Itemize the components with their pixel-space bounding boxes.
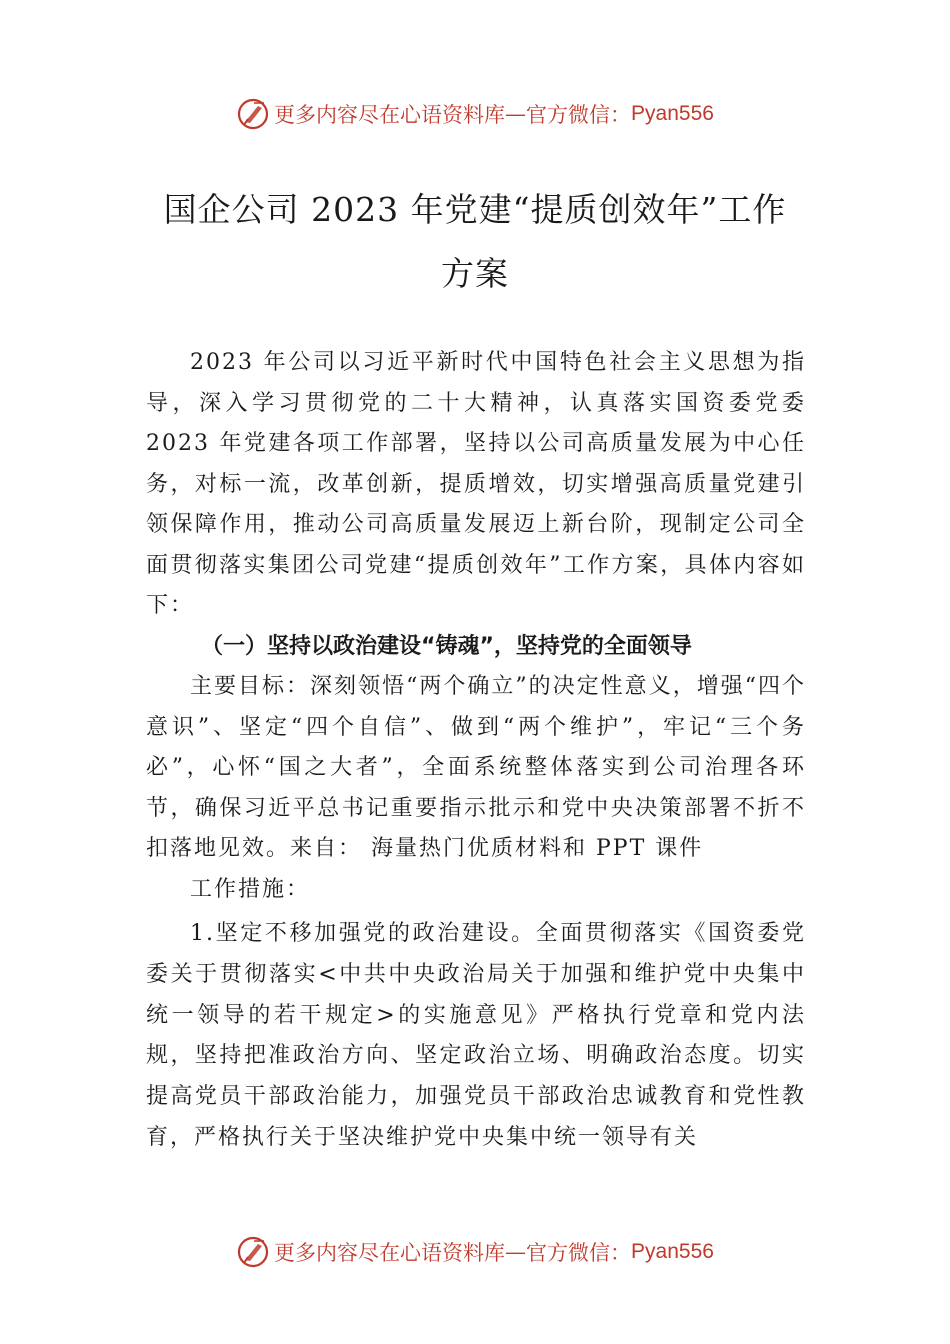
watermark-label: 官方微信： — [526, 1241, 632, 1265]
watermark-account: Pyan556 — [631, 102, 714, 125]
document-body — [146, 343, 806, 1159]
measures-label: 工作措施： — [190, 876, 311, 902]
title-line-1: 国企公司 2023 年党建“提质创效年”工作 — [163, 190, 787, 229]
watermark-banner-bottom — [0, 1230, 950, 1274]
document-title — [110, 178, 840, 306]
watermark-brand: 更多内容尽在心语资料库 — [274, 1241, 506, 1265]
watermark-dash: — — [505, 1240, 527, 1264]
watermark-brand: 更多内容尽在心语资料库 — [274, 103, 506, 127]
goal-paragraph: 主要目标：深刻领悟“两个确立”的决定性意义，增强“四个意识”、坚定“四个自信”、做到“两个维护”，牢记“三个务必”，心怀“国之大者”，全面系统整体落实到公司治理各环节，确保习近平总书记重要指示批示和党中央决策部署不折不扣落地见效。来自： 海量热门优质材料和 PPT 课件 — [146, 674, 806, 861]
section-heading: （一）坚持以政治建设“铸魂”，坚持党的全面领导 — [201, 633, 692, 659]
intro-paragraph: 2023 年公司以习近平新时代中国特色社会主义思想为指导，深入学习贯彻党的二十大精神，认真落实国资委党委 2023 年党建各项工作部署，坚持以公司高质量发展为中心任务，对标一流，改革创新，提质增效，切实增强高质量党建引领保障作用，推动公司高质量发展迈上新台阶，现制定公司全面贯彻落实集团公司党建“提质创效年”工作方案，具体内容如下： — [146, 350, 806, 618]
watermark-banner-top — [0, 92, 950, 136]
watermark-dash: — — [505, 102, 527, 126]
measure-item-1: 1.坚定不移加强党的政治建设。全面贯彻落实《国资委党委关于贯彻落实<中共中央政治局关于加强和维护党中央集中统一领导的若干规定>的实施意见》严格执行党章和党内法规，坚持把准政治方向、坚定政治立场、明确政治态度。切实提高党员干部政治能力，加强党员干部政治忠诚教育和党性教育，严格执行关于坚决维护党中央集中统一领导有关 — [146, 921, 806, 1150]
quill-pen-logo-icon — [236, 1235, 270, 1269]
title-line-2: 方案 — [441, 254, 509, 293]
watermark-label: 官方微信： — [526, 103, 632, 127]
quill-pen-logo-icon — [236, 97, 270, 131]
watermark-account: Pyan556 — [631, 1240, 714, 1263]
